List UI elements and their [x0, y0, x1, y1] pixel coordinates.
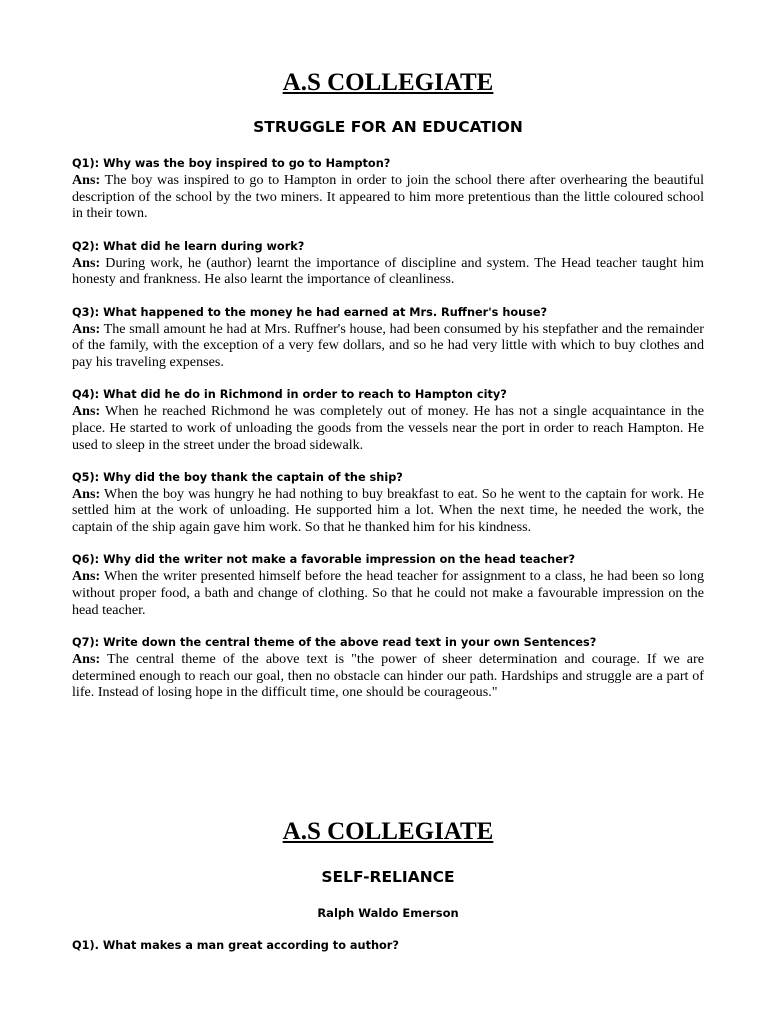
author-name: Ralph Waldo Emerson — [317, 906, 459, 920]
answer — [72, 486, 704, 536]
answer-prefix: Ans: — [72, 172, 101, 188]
lesson-title: STRUGGLE FOR AN EDUCATION — [253, 118, 523, 136]
answer-text: The boy was inspired to go to Hampton in order to join the school there after overhearing the beautiful description of the school by the two miners. It appeared to him more pretentious than the little coloured school in their town. — [72, 172, 704, 222]
question: Q1). What makes a man great according to author? — [72, 939, 399, 952]
answer — [72, 321, 704, 371]
qa-item — [72, 470, 704, 536]
answer-prefix: Ans: — [72, 568, 101, 585]
school-title: A.S COLLEGIATE — [282, 69, 494, 96]
answer-text: When the writer presented himself before the head teacher for assignment to a class, he had been so long without proper food, a bath and change of clothing. So that he could not make a favourable impression on the head teacher. — [72, 568, 704, 618]
answer-prefix: Ans: — [72, 320, 101, 337]
answer — [72, 568, 704, 618]
answer-text: During work, he (author) learnt the importance of discipline and system. The Head teacher taught him honesty and frankness. He also learnt the importance of cleanliness. — [72, 254, 704, 288]
answer-text: The central theme of the above text is "the power of sheer determination and courage. If we are determined enough to reach our goal, then no obstacle can hinder our path. Hardships and struggle are a part of life. Instead of losing hope in the difficult time, one should be courageous." — [72, 650, 704, 701]
answer-prefix: Ans: — [72, 254, 101, 271]
answer — [72, 172, 704, 222]
answer-text: When the boy was hungry he had nothing to buy breakfast to eat. So he went to the captain for work. He settled him at the work of unloading. He supported him a lot. When the next time, he needed the work, the captain of the ship again gave him work. So that he thanked him for his kindness. — [72, 485, 704, 536]
qa-item — [72, 387, 704, 453]
question: Q7): Write down the central theme of the above read text in your own Sentences? — [72, 635, 597, 649]
answer-prefix: Ans: — [72, 485, 101, 502]
question: Q5): Why did the boy thank the captain of the ship? — [72, 470, 403, 484]
question: Q3): What happened to the money he had earned at Mrs. Ruffner's house? — [72, 305, 548, 319]
answer — [72, 255, 704, 288]
question: Q4): What did he do in Richmond in order to reach to Hampton city? — [72, 388, 507, 402]
answer — [72, 403, 704, 453]
answer-prefix: Ans: — [72, 650, 101, 667]
qa-item — [72, 239, 704, 288]
qa-item — [72, 635, 704, 701]
school-title: A.S COLLEGIATE — [282, 818, 494, 845]
answer — [72, 651, 704, 701]
question: Q2): What did he learn during work? — [72, 239, 305, 253]
lesson-title: SELF-RELIANCE — [321, 868, 455, 886]
question-answer-list — [72, 156, 704, 718]
answer-text: When he reached Richmond he was completely out of money. He has not a single acquaintance in the place. He started to work of unloading the goods from the vessels near the port in order to reach Hampton. He used to sleep in the street under the broad sidewalk. — [72, 403, 704, 453]
qa-item — [72, 305, 704, 371]
qa-item — [72, 156, 704, 222]
question: Q1): Why was the boy inspired to go to Hampton? — [72, 157, 391, 170]
answer-text: The small amount he had at Mrs. Ruffner's house, had been consumed by his stepfather and the remainder of the family, with the exception of a very few dollars, and so he had very little with which to buy clothes and pay his traveling expenses. — [72, 320, 704, 370]
answer-prefix: Ans: — [72, 403, 101, 420]
qa-item — [72, 552, 704, 618]
question: Q6): Why did the writer not make a favorable impression on the head teacher? — [72, 553, 575, 567]
